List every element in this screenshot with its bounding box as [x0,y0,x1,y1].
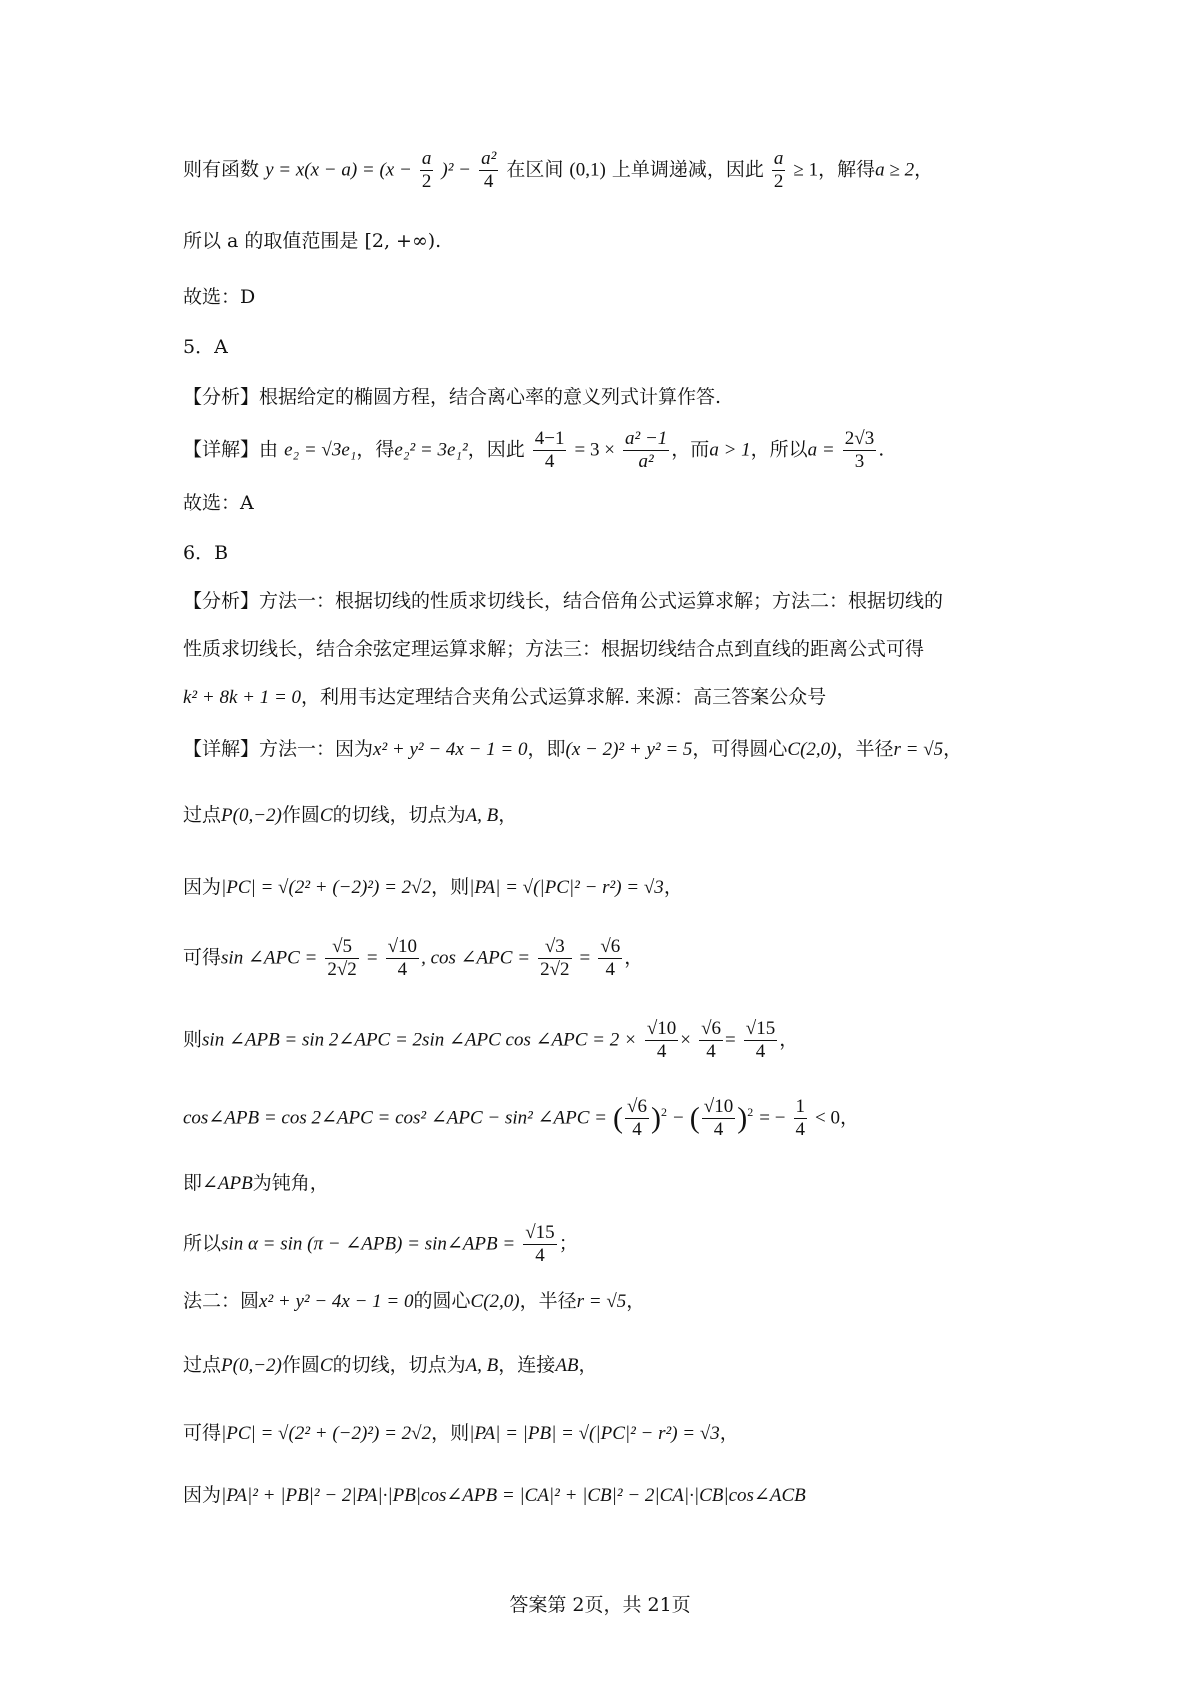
paren-left: ( [613,1101,624,1135]
text: 因为 [183,876,222,898]
formula: e₂² = 3e₁² [394,439,468,461]
text: 可得 [183,1422,222,1444]
text: 上单调递减，因此 [611,158,764,181]
text-line [183,148,933,193]
formula: C(2,0) [787,739,837,760]
denominator: 2√2 [327,958,357,980]
text: 过点 [183,804,222,826]
fraction [772,148,786,193]
text-line [183,1096,859,1141]
text: ，连接 [498,1354,556,1376]
text-line: 故选：D [183,286,256,308]
formula: e₂ = √3e₁ [284,439,357,461]
formula: C(2,0) [470,1291,520,1312]
formula: ≥ 1 [793,159,819,181]
fraction [538,936,571,981]
formula: |PA| = √(|PC|² − r²) = √3 [469,877,664,898]
text-line [183,1424,739,1443]
formula: P(0,−2) [221,805,282,826]
analysis-line: 性质求切线长，结合余弦定理运算求解；方法三：根据切线结合点到直线的距离公式可得 [183,638,925,660]
formula: P(0,−2) [221,1355,282,1376]
formula: ∠APB [202,1173,253,1194]
numerator: 1 [795,1096,805,1117]
text: ，则 [431,1422,470,1444]
text: 过点 [183,1354,222,1376]
formula: AB [555,1355,579,1376]
paren-right: ) [650,1101,661,1135]
question-number: 6．B [183,542,229,564]
denominator: 4 [535,1244,545,1266]
text: ， [626,1290,646,1312]
text: 作圆 [281,804,320,826]
fraction [794,1096,808,1141]
text: ， [943,738,963,760]
exponent: 2 [747,1105,754,1120]
exponent: 2 [660,1105,667,1120]
fraction [843,428,876,473]
formula: × [680,1029,692,1051]
text-line [183,1356,598,1375]
text: ， [663,876,683,898]
paren-right: ) [737,1101,748,1135]
formula: x² + y² − 4x − 1 = 0 [373,739,528,760]
text-line [183,878,683,897]
text: ； [558,1232,578,1255]
formula: )² − [441,159,472,181]
formula: x² + y² − 4x − 1 = 0 [259,1291,414,1312]
text: 【详解】方法一：因为 [183,738,374,760]
fraction [325,936,358,981]
text: ，即 [527,738,566,760]
denominator: 2 [773,170,784,192]
text-line [183,1486,806,1505]
text: ，利用韦达定理结合夹角公式运算求解. 来源：高三答案公众号 [301,686,827,708]
text: ，半径 [519,1290,577,1312]
formula: r = √5 [576,1291,627,1312]
text-line [183,428,884,473]
denominator: 2 [421,170,432,192]
paren-left: ( [689,1101,700,1135]
formula: sin ∠APB = sin 2∠APC = 2sin ∠APC cos ∠APC = 2 × [202,1029,637,1051]
denominator: 4 [605,958,616,980]
fraction [523,1222,556,1267]
formula: , cos ∠APC = [421,947,531,969]
text-line [183,740,962,759]
text-line: 所以 a 的取值范围是 [2, +∞). [183,230,442,252]
formula: = [579,947,591,969]
text: ， [914,158,934,181]
analysis-line: 【分析】根据给定的椭圆方程，结合离心率的意义列式计算作答. [183,386,722,408]
numerator: √10 [387,936,418,957]
text: 的切线，切点为 [332,1354,466,1376]
numerator: √15 [525,1222,555,1243]
numerator: 4−1 [534,428,565,449]
formula: |PA|² + |PB|² − 2|PA|·|PB|cos∠APB = |CA|² + |CB|² − 2|CA|·|CB|cos∠ACB [221,1485,806,1506]
text: 的切线，切点为 [332,804,466,826]
text: ，得 [356,438,395,461]
formula: = − [759,1107,786,1129]
numerator: √6 [627,1096,647,1117]
text: 【详解】由 [183,438,279,461]
formula: A, B [465,1355,499,1376]
fraction [645,1018,678,1063]
formula: cos∠APB = cos 2∠APC = cos² ∠APC − sin² ∠APC = [183,1107,607,1129]
fraction [699,1018,723,1063]
denominator: 4 [795,1118,805,1140]
text: ，而 [671,438,710,461]
text: 可得 [183,946,222,969]
fraction [744,1018,777,1063]
formula: |PC| = √(2² + (−2)²) = 2√2 [221,877,432,898]
formula: |PC| = √(2² + (−2)²) = 2√2 [221,1423,432,1444]
text: ，半径 [836,738,894,760]
text: 为钝角， [252,1172,329,1194]
fraction [623,428,669,473]
denominator: 4 [544,450,555,472]
formula: (x − 2)² + y² = 5 [565,739,693,760]
text: ， [624,946,644,969]
page-footer: 答案第 2页，共 21页 [509,1594,691,1616]
formula: C [319,805,333,826]
denominator: 4 [706,1040,716,1062]
denominator: 3 [854,450,865,472]
fraction [625,1096,649,1141]
numerator: √5 [325,936,358,959]
denominator: 4 [713,1118,724,1140]
formula: C [319,1355,333,1376]
text: ，因此 [467,438,525,461]
text: ，可得圆心 [692,738,788,760]
formula: − [673,1107,684,1129]
denominator: 4 [656,1040,667,1062]
text: ， [719,1422,739,1444]
formula: k² + 8k + 1 = 0 [183,687,302,708]
formula: sin α = sin (π − ∠APB) = sin∠APB = [221,1233,516,1255]
denominator: 4 [632,1118,642,1140]
denominator: 4 [755,1040,766,1062]
numerator: a [773,148,784,169]
text: 即 [183,1172,203,1194]
text: ， [779,1028,799,1051]
formula: a > 1 [709,439,751,461]
text: 所以 [183,1232,222,1255]
text-line [183,1018,798,1063]
formula: = 3 × [574,439,615,461]
text: 则 [183,1028,203,1051]
text: ，则 [431,876,470,898]
text: ， [578,1354,598,1376]
formula: sin ∠APC = [221,947,318,969]
text: . [878,438,885,461]
denominator: 4 [483,170,494,192]
text-line [183,688,826,707]
numerator: √10 [703,1096,734,1117]
formula: a ≥ 2 [875,159,915,181]
text-line [183,1222,578,1267]
numerator: a² −1 [625,428,668,449]
text-line [183,936,643,981]
text: 因为 [183,1484,222,1506]
fraction [702,1096,735,1141]
formula: A, B [465,805,499,826]
fraction [598,936,622,981]
formula: < 0， [815,1107,860,1129]
fraction [386,936,419,981]
text-line [183,1174,329,1193]
numerator: √10 [646,1018,677,1039]
numerator: √15 [745,1018,776,1039]
formula: r = √5 [893,739,944,760]
text: ， [498,804,518,826]
analysis-line: 【分析】方法一：根据切线的性质求切线长，结合倍角公式运算求解；方法二：根据切线的 [183,590,944,612]
denominator: 2√2 [540,958,570,980]
text-line: 故选：A [183,492,254,514]
numerator: 2√3 [844,428,875,449]
numerator: √6 [600,936,621,957]
formula: = [725,1029,736,1051]
fraction [479,148,498,193]
question-number: 5．A [183,336,228,358]
denominator: 4 [397,958,408,980]
numerator: √6 [701,1018,721,1039]
formula: a = [807,439,835,461]
text: ，所以 [750,438,808,461]
text: 在区间 [506,158,564,181]
text: 的圆心 [413,1290,471,1312]
numerator: a [421,148,432,169]
text-line [183,806,517,825]
fraction [420,148,434,193]
text-line [183,1292,645,1311]
text: 法二：圆 [183,1290,260,1312]
numerator: √3 [538,936,571,959]
numerator: a² [481,148,497,169]
denominator: a² [638,450,654,472]
text: ，解得 [818,158,876,181]
formula: (0,1) [569,159,606,181]
formula: y = x(x − a) = (x − [265,159,412,181]
text: 则有函数 [183,158,260,181]
fraction [533,428,567,473]
text: 作圆 [281,1354,320,1376]
formula: |PA| = |PB| = √(|PC|² − r²) = √3 [469,1423,720,1444]
formula: = [366,947,378,969]
